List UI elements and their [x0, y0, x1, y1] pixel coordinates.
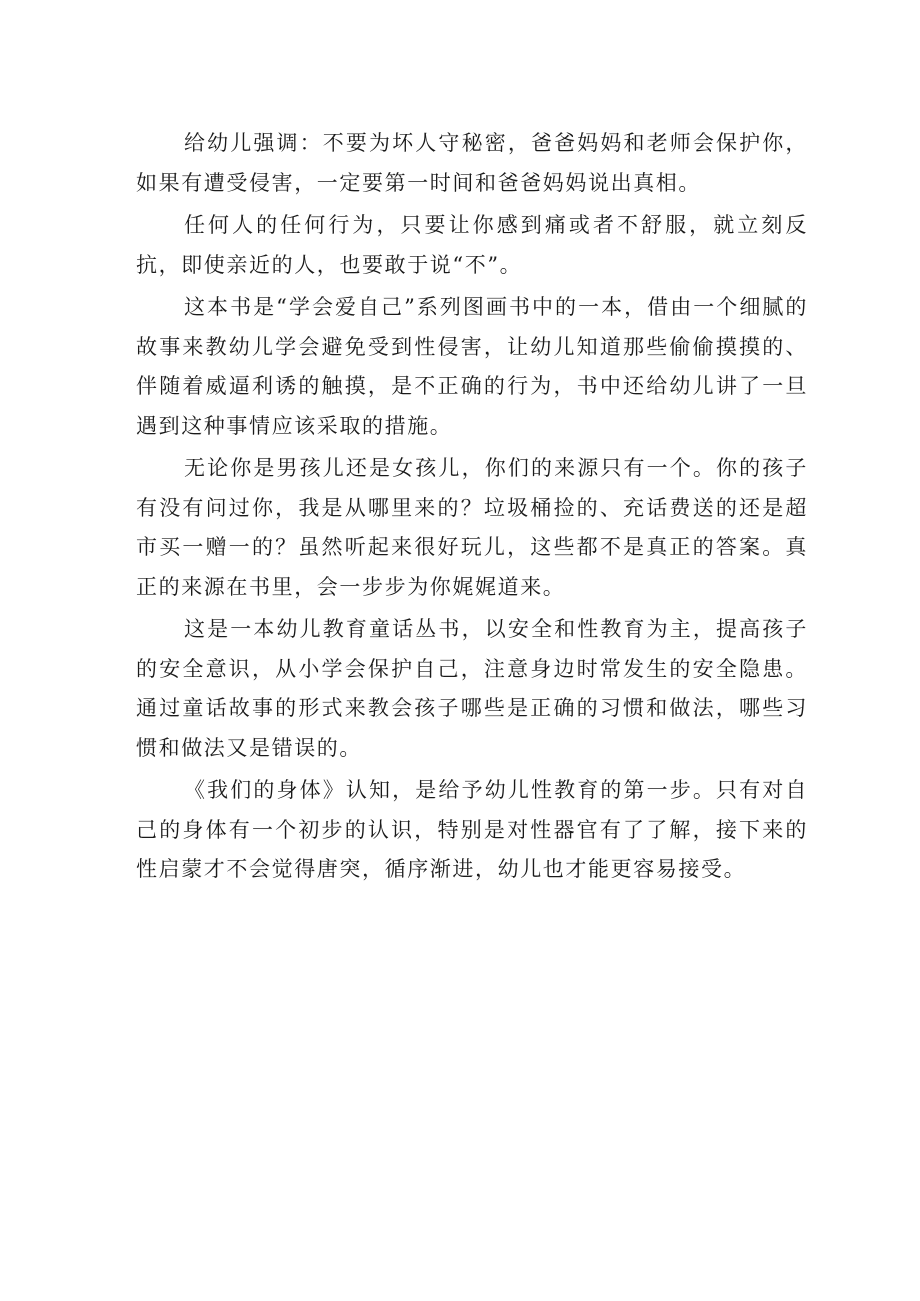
paragraph-5: 这是一本幼儿教育童话丛书，以安全和性教育为主，提高孩子的安全意识，从小学会保护自己，注意身边时常发生的安全隐患。通过童话故事的形式来教会孩子哪些是正确的习惯和做法，哪些习惯和做法又是错误的。 — [136, 617, 808, 760]
paragraph-6: 《我们的身体》认知，是给予幼儿性教育的第一步。只有对自己的身体有一个初步的认识，特别是对性器官有了了解，接下来的性启蒙才不会觉得唐突，循序渐进，幼儿也才能更容易接受。 — [136, 778, 808, 881]
paragraph-2: 任何人的任何行为，只要让你感到痛或者不舒服，就立刻反抗，即使亲近的人，也要敢于说“不”。 — [136, 213, 808, 277]
document-body — [136, 124, 808, 893]
paragraph-4: 无论你是男孩儿还是女孩儿，你们的来源只有一个。你的孩子有没有问过你，我是从哪里来的？垃圾桶捡的、充话费送的还是超市买一赠一的？虽然听起来很好玩儿，这些都不是真正的答案。真正的来源在书里，会一步步为你娓娓道来。 — [136, 456, 808, 599]
paragraph-1: 给幼儿强调：不要为坏人守秘密，爸爸妈妈和老师会保护你，如果有遭受侵害，一定要第一时间和爸爸妈妈说出真相。 — [136, 131, 808, 195]
paragraph-3: 这本书是“学会爱自己”系列图画书中的一本，借由一个细腻的故事来教幼儿学会避免受到性侵害，让幼儿知道那些偷偷摸摸的、伴随着威逼利诱的触摸，是不正确的行为，书中还给幼儿讲了一旦遇到这种事情应该采取的措施。 — [136, 295, 808, 438]
